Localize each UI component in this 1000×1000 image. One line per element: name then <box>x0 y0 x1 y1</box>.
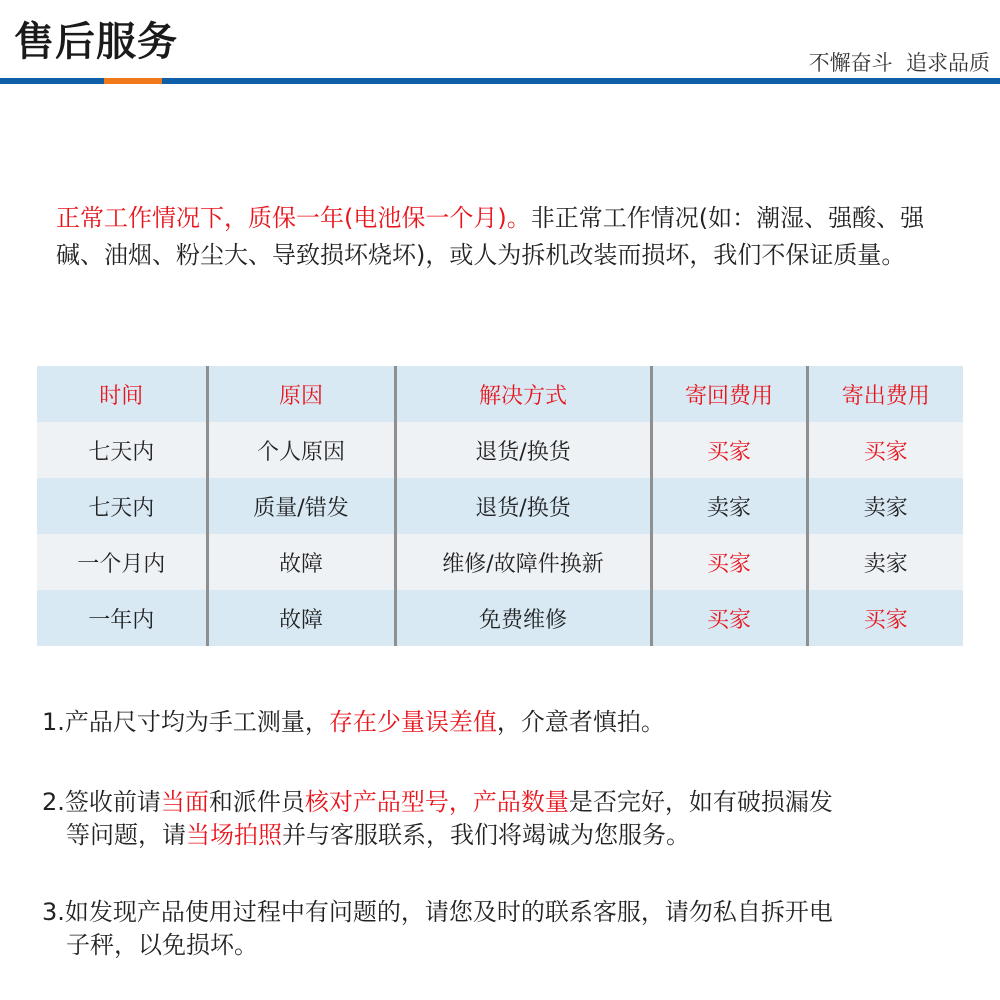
cell-solution: 退货/换货 <box>395 422 651 478</box>
cell-time: 七天内 <box>37 422 207 478</box>
cell-time: 一年内 <box>37 590 207 646</box>
note-text: 2.签收前请 <box>42 788 161 816</box>
cell-reason: 质量/错发 <box>207 478 395 534</box>
note-highlight: 当场拍照 <box>186 821 282 849</box>
table-row <box>37 590 963 646</box>
cell-return-fee: 卖家 <box>651 478 807 534</box>
note-text: 1.产品尺寸均为手工测量， <box>42 708 329 736</box>
table-header-row <box>37 366 963 422</box>
column-header-solution: 解决方式 <box>395 366 651 422</box>
cell-reason: 个人原因 <box>207 422 395 478</box>
cell-send-fee: 卖家 <box>807 478 963 534</box>
note-text: 和派件员 <box>208 788 305 816</box>
note-continuation <box>42 929 972 962</box>
note-text: 并与客服联系，我们将竭诚为您服务。 <box>282 821 690 849</box>
note-text: 3.如发现产品使用过程中有问题的，请您及时的联系客服，请勿私自拆开电 <box>42 898 833 926</box>
cell-send-fee: 买家 <box>807 422 963 478</box>
note-continuation <box>42 819 972 852</box>
warranty-statement <box>56 200 956 274</box>
cell-send-fee: 卖家 <box>807 534 963 590</box>
cell-solution: 免费维修 <box>395 590 651 646</box>
note-text: 子秤，以免损坏。 <box>66 931 258 959</box>
note-item <box>42 706 972 739</box>
column-header-send-fee: 寄出费用 <box>807 366 963 422</box>
cell-time: 七天内 <box>37 478 207 534</box>
warranty-exclusions: 非正常工作情况(如：潮湿、强酸、强碱、油烟、粉尘大、导致损坏烧坏)，或人为拆机改装而损坏，我们不保证质量。 <box>56 204 925 269</box>
note-text: ，介意者慎拍。 <box>496 708 665 736</box>
note-item <box>42 896 972 962</box>
note-text: 是否完好，如有破损漏发 <box>568 788 833 816</box>
cell-send-fee: 买家 <box>807 590 963 646</box>
note-highlight: 存在少量误差值 <box>328 708 497 736</box>
cell-reason: 故障 <box>207 534 395 590</box>
page-title: 售后服务 <box>14 19 178 65</box>
cell-return-fee: 买家 <box>651 534 807 590</box>
after-sales-table <box>37 366 963 646</box>
header-accent-bar <box>104 78 162 84</box>
cell-return-fee: 买家 <box>651 422 807 478</box>
note-highlight: 当面 <box>160 788 209 816</box>
table-row <box>37 422 963 478</box>
note-item <box>42 786 972 852</box>
cell-return-fee: 买家 <box>651 590 807 646</box>
column-header-time: 时间 <box>37 366 207 422</box>
slogan: 不懈奋斗 追求品质 <box>808 51 990 75</box>
cell-solution: 退货/换货 <box>395 478 651 534</box>
cell-reason: 故障 <box>207 590 395 646</box>
cell-solution: 维修/故障件换新 <box>395 534 651 590</box>
cell-time: 一个月内 <box>37 534 207 590</box>
table-row <box>37 478 963 534</box>
note-highlight: 核对产品型号，产品数量 <box>304 788 569 816</box>
column-header-reason: 原因 <box>207 366 395 422</box>
warranty-highlight: 正常工作情况下，质保一年(电池保一个月)。 <box>56 204 531 232</box>
column-header-return-fee: 寄回费用 <box>651 366 807 422</box>
table-row <box>37 534 963 590</box>
note-text: 等问题，请 <box>66 821 186 849</box>
